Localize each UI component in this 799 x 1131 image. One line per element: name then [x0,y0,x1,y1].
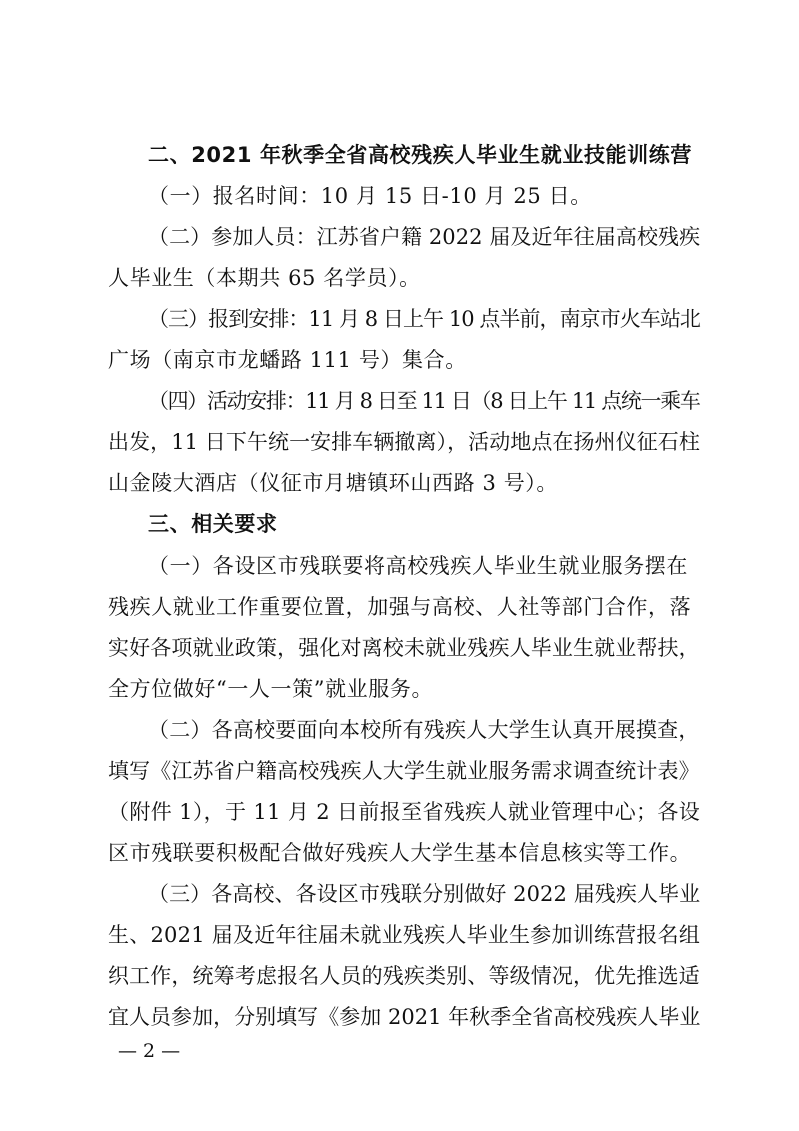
paragraph-line: 宜人员参加，分别填写《参加 2021 年秋季全省高校残疾人毕业 [108,1005,701,1030]
paragraph-line: （附件 1），于 11 月 2 日前报至省残疾人就业管理中心；各设 [108,799,701,824]
paragraph-line: 实好各项就业政策，强化对离校未就业残疾人毕业生就业帮扶， [108,635,700,660]
paragraph-line: （三）报到安排：11 月 8 日上午 10 点半前，南京市火车站北 [148,307,700,332]
paragraph-line: 全方位做好“一人一策”就业服务。 [108,676,434,701]
paragraph-line: 织工作，统筹考虑报名人员的残疾类别、等级情况，优先推选适 [108,964,700,988]
paragraph-line: 生、2021 届及近年往届未就业残疾人毕业生参加训练营报名组 [108,922,701,947]
paragraph-line: 广场（南京市龙蟠路 111 号）集合。 [108,348,467,373]
paragraph-line: 人毕业生（本期共 65 名学员）。 [108,266,421,291]
paragraph-line: （二）各高校要面向本校所有残疾人大学生认真开展摸查， [148,717,700,742]
paragraph-line: （二）参加人员：江苏省户籍 2022 届及近年往届高校残疾 [148,225,701,250]
paragraph-line: 区市残联要积极配合做好残疾人大学生基本信息核实等工作。 [108,840,692,865]
section-heading: 二、2021 年秋季全省高校残疾人毕业生就业技能训练营 [148,143,692,167]
paragraph-line: （一）报名时间：10 月 15 日-10 月 25 日。 [148,184,592,209]
paragraph-line: 残疾人就业工作重要位置，加强与高校、人社等部门合作，落 [108,594,692,619]
paragraph-line: 山金陵大酒店（仪征市月塘镇环山西路 3 号）。 [108,471,559,496]
paragraph-line: （一）各设区市残联要将高校残疾人毕业生就业服务摆在 [148,553,688,578]
paragraph-line: （四）活动安排：11 月 8 日至 11 日（8 日上午 11 点统一乘车 [148,389,700,414]
paragraph-line: 出发，11 日下午统一安排车辆撤离），活动地点在扬州仪征石柱 [108,430,700,455]
section-heading: 三、相关要求 [148,512,278,537]
page-number: — 2 — [118,1040,181,1062]
paragraph-line: 填写《江苏省户籍高校残疾人大学生就业服务需求调查统计表》 [108,758,700,783]
paragraph-line: （三）各高校、各设区市残联分别做好 2022 届残疾人毕业 [148,881,701,906]
